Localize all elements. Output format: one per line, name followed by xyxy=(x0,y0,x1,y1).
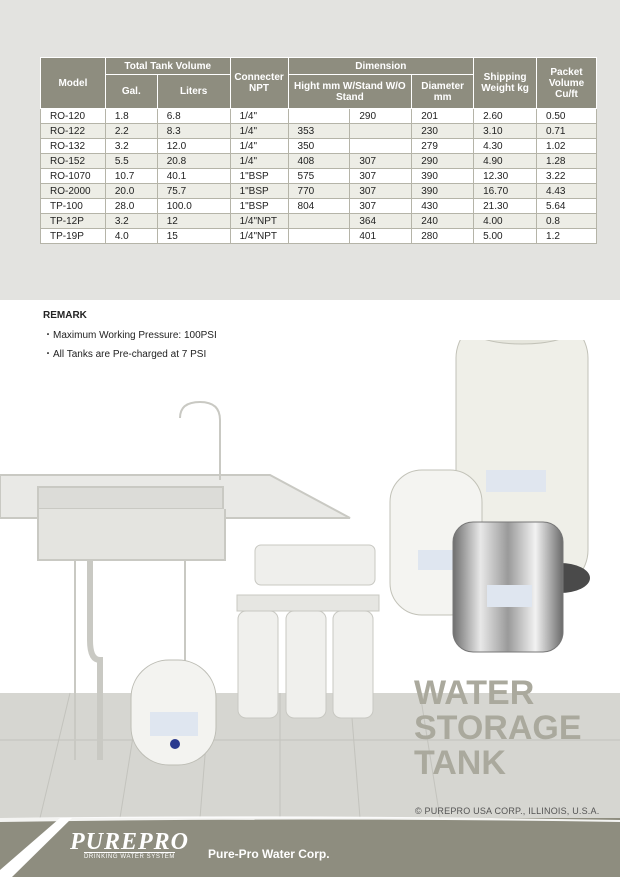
title-line: TANK xyxy=(414,744,506,782)
cell-liters: 20.8 xyxy=(157,154,230,169)
cell-gal: 3.2 xyxy=(105,139,157,154)
header-gal: Gal. xyxy=(105,75,157,109)
cell-ws xyxy=(288,229,350,244)
logo-tagline: DRINKING WATER SYSTEM xyxy=(84,854,175,860)
cell-model: TP-12P xyxy=(41,214,106,229)
cell-npt: 1"BSP xyxy=(230,184,288,199)
table-row xyxy=(41,124,597,139)
title-line: WATER xyxy=(414,674,535,712)
cell-model: TP-100 xyxy=(41,199,106,214)
cell-ws: 408 xyxy=(288,154,350,169)
cell-npt: 1"BSP xyxy=(230,199,288,214)
cell-ws: 804 xyxy=(288,199,350,214)
cell-wos: 364 xyxy=(350,214,412,229)
cell-ws: 770 xyxy=(288,184,350,199)
header-connecter: Connecter NPT xyxy=(230,58,288,109)
cell-ws xyxy=(288,109,350,124)
spec-table xyxy=(40,57,597,244)
table-row xyxy=(41,214,597,229)
cell-npt: 1/4" xyxy=(230,154,288,169)
cell-npt: 1/4"NPT xyxy=(230,229,288,244)
cell-npt: 1/4"NPT xyxy=(230,214,288,229)
cell-model: RO-132 xyxy=(41,139,106,154)
cell-liters: 100.0 xyxy=(157,199,230,214)
cell-dia: 201 xyxy=(412,109,474,124)
cell-npt: 1/4" xyxy=(230,109,288,124)
cell-vol: 0.71 xyxy=(537,124,597,139)
cell-model: RO-120 xyxy=(41,109,106,124)
cell-vol: 0.50 xyxy=(537,109,597,124)
stainless-tank xyxy=(453,522,563,652)
cell-weight: 4.00 xyxy=(474,214,537,229)
table-body xyxy=(41,109,597,244)
cell-wos: 307 xyxy=(350,154,412,169)
cell-liters: 75.7 xyxy=(157,184,230,199)
cell-weight: 16.70 xyxy=(474,184,537,199)
cell-gal: 4.0 xyxy=(105,229,157,244)
cell-wos: 290 xyxy=(350,109,412,124)
cell-vol: 1.02 xyxy=(537,139,597,154)
header-packet-volume: Packet Volume Cu/ft xyxy=(537,58,597,109)
cell-gal: 28.0 xyxy=(105,199,157,214)
remark-item: ・Maximum Working Pressure: 100PSI xyxy=(43,330,217,341)
cell-gal: 1.8 xyxy=(105,109,157,124)
cell-npt: 1"BSP xyxy=(230,169,288,184)
table-row xyxy=(41,169,597,184)
cell-model: RO-122 xyxy=(41,124,106,139)
cell-liters: 12.0 xyxy=(157,139,230,154)
cell-gal: 2.2 xyxy=(105,124,157,139)
cell-weight: 2.60 xyxy=(474,109,537,124)
cell-npt: 1/4" xyxy=(230,124,288,139)
cell-dia: 280 xyxy=(412,229,474,244)
cell-model: RO-152 xyxy=(41,154,106,169)
cell-wos: 401 xyxy=(350,229,412,244)
cell-gal: 5.5 xyxy=(105,154,157,169)
cell-npt: 1/4" xyxy=(230,139,288,154)
table-row xyxy=(41,154,597,169)
ro-system xyxy=(237,545,379,718)
cell-dia: 430 xyxy=(412,199,474,214)
cell-model: RO-2000 xyxy=(41,184,106,199)
cell-dia: 230 xyxy=(412,124,474,139)
cell-weight: 5.00 xyxy=(474,229,537,244)
cell-ws xyxy=(288,214,350,229)
cell-weight: 21.30 xyxy=(474,199,537,214)
cell-wos xyxy=(350,124,412,139)
table-row xyxy=(41,109,597,124)
cell-model: TP-19P xyxy=(41,229,106,244)
cell-dia: 290 xyxy=(412,154,474,169)
title-line: STORAGE xyxy=(414,709,582,747)
cell-gal: 10.7 xyxy=(105,169,157,184)
cell-liters: 8.3 xyxy=(157,124,230,139)
cell-vol: 1.28 xyxy=(537,154,597,169)
cell-model: RO-1070 xyxy=(41,169,106,184)
header-weight: Shipping Weight kg xyxy=(474,58,537,109)
header-dimension: Dimension xyxy=(288,58,474,75)
cell-liters: 40.1 xyxy=(157,169,230,184)
copyright-text: © PUREPRO USA CORP., ILLINOIS, U.S.A. xyxy=(415,806,600,816)
header-model: Model xyxy=(41,58,106,109)
cell-dia: 390 xyxy=(412,184,474,199)
cell-wos: 307 xyxy=(350,184,412,199)
cell-vol: 5.64 xyxy=(537,199,597,214)
cell-vol: 3.22 xyxy=(537,169,597,184)
header-total-volume: Total Tank Volume xyxy=(105,58,230,75)
cell-vol: 0.8 xyxy=(537,214,597,229)
cell-dia: 240 xyxy=(412,214,474,229)
cell-liters: 6.8 xyxy=(157,109,230,124)
cell-wos xyxy=(350,139,412,154)
logo-brand: PUREPRO xyxy=(70,829,190,855)
company-name: Pure-Pro Water Corp. xyxy=(208,847,330,861)
cell-ws: 353 xyxy=(288,124,350,139)
cell-liters: 12 xyxy=(157,214,230,229)
cell-dia: 390 xyxy=(412,169,474,184)
table-row xyxy=(41,199,597,214)
cell-dia: 279 xyxy=(412,139,474,154)
table-row xyxy=(41,139,597,154)
cell-vol: 4.43 xyxy=(537,184,597,199)
table-row xyxy=(41,184,597,199)
cell-ws: 575 xyxy=(288,169,350,184)
cell-wos: 307 xyxy=(350,169,412,184)
remark-item: ・All Tanks are Pre-charged at 7 PSI xyxy=(43,349,207,360)
cell-ws: 350 xyxy=(288,139,350,154)
cell-weight: 12.30 xyxy=(474,169,537,184)
cell-wos: 307 xyxy=(350,199,412,214)
header-hight: Hight mm W/Stand W/O Stand xyxy=(288,75,412,109)
page-title xyxy=(414,676,582,781)
cell-weight: 4.90 xyxy=(474,154,537,169)
header-diameter: Diameter mm xyxy=(412,75,474,109)
remark-heading: REMARK xyxy=(43,310,87,321)
header-liters: Liters xyxy=(157,75,230,109)
cell-liters: 15 xyxy=(157,229,230,244)
cell-vol: 1.2 xyxy=(537,229,597,244)
table-row xyxy=(41,229,597,244)
cell-gal: 20.0 xyxy=(105,184,157,199)
cell-gal: 3.2 xyxy=(105,214,157,229)
cell-weight: 4.30 xyxy=(474,139,537,154)
cell-weight: 3.10 xyxy=(474,124,537,139)
small-tank xyxy=(131,660,216,765)
purepro-logo xyxy=(70,829,202,860)
